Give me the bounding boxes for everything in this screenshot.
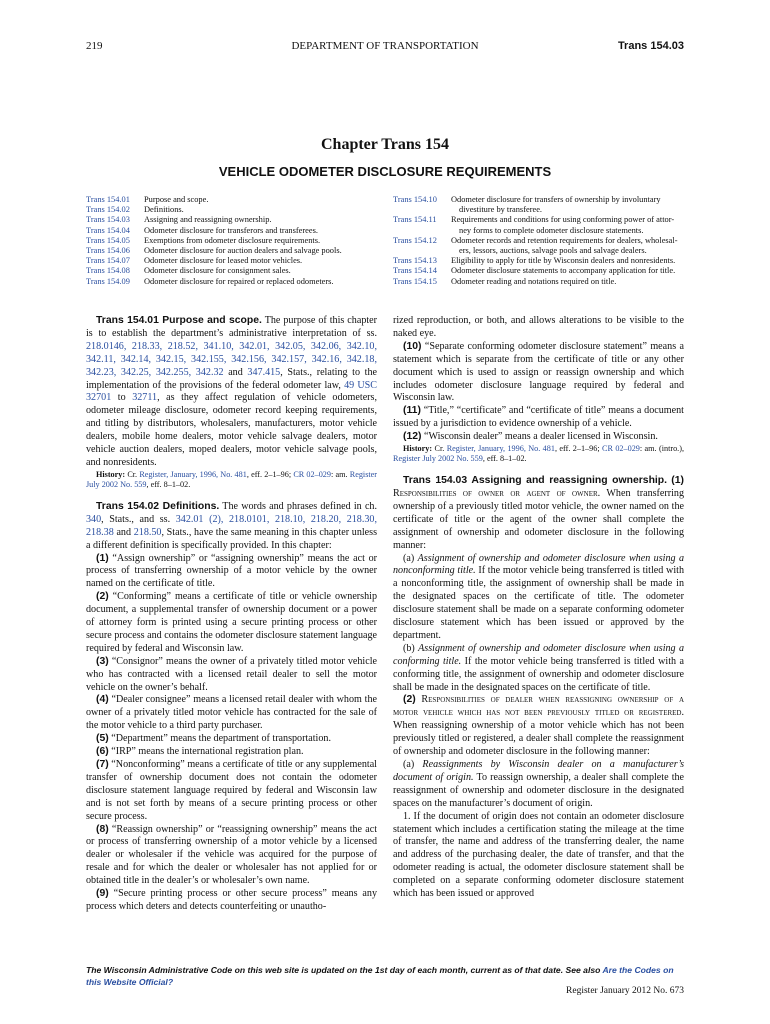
history-note: History: Cr. Register, January, 1996, No. 481, eff. 2–1–96; CR 02–029: am. Register July 2002 No. 559, eff. 8–1–02. xyxy=(86,469,378,489)
definition: (8) “Reassign ownership” or “reassigning ownership” means the act or process of transferring ownership of a motor vehicle by a licensed dealer or wholesaler if the vehicle was acquired for the purpose of resale and for which the dealer or wholesaler has not applied for or obtained title in the dealer’s or wholesaler’s own name. xyxy=(86,823,377,887)
definition: (10) “Separate conforming odometer disclosure statement” means a statement which is separate from the certificate of title or any other document which is used to assign or reassign ownership and which includes odometer disclosure language required by federal and Wisconsin law. xyxy=(393,340,684,404)
register-link[interactable]: Register, January, 1996, No. 481 xyxy=(139,469,247,479)
paragraph: (a) Assignment of ownership and odometer disclosure when using a nonconforming title. If the motor vehicle being transferred is titled with a nonconforming title, the assignment of ownership shall be made in the designated spaces on the certificate of title. The odometer disclosure statement shall be made on a separate conforming odometer disclosure statement which has been issued or approved by the department. xyxy=(393,552,684,641)
subsection: (2) Responsibilities of dealer when reassigning ownership of a motor vehicle which has not been previously titled or registered. When reassigning ownership of a motor vehicle which has not been previously titled or registered, a dealer shall complete the reassignment of ownership and odometer disclosure in the following manner: xyxy=(393,694,684,758)
definition: (6) “IRP” means the international registration plan. xyxy=(96,746,304,758)
toc-item: Trans 154.14 Odometer disclosure statements to accompany application for title. xyxy=(393,266,676,276)
statute-link[interactable]: 347.415 xyxy=(247,366,281,378)
definition: (2) “Conforming” means a certificate of title or vehicle ownership document, a supplemental transfer of ownership document or a power of attorney form is printed using a secure printing process or other secure process and contains the odometer disclosure statement language required by federal and Wisconsin law. xyxy=(86,591,377,654)
toc-link[interactable]: Trans 154.01 xyxy=(86,195,130,204)
toc-item: Trans 154.05 Exemptions from odometer disclosure requirements. xyxy=(86,235,321,245)
toc-link[interactable]: Trans 154.08 xyxy=(86,266,130,276)
statute-link[interactable]: 340 xyxy=(86,513,102,525)
definition: (3) “Consignor” means the owner of a privately titled motor vehicle who has contracted with a licensed retail dealer to sell the motor vehicle on the owner’s behalf. xyxy=(86,655,377,693)
definition: (7) “Nonconforming” means a certificate of title or any supplemental transfer of ownership document does not contain the odometer disclosure statement language required by federal and Wisconsin law and is not set forth by means of a secure printing process or other secure process. xyxy=(86,759,377,822)
paragraph: 1. If the document of origin does not contain an odometer disclosure statement which includes a certification stating the mileage at the time of transfer, the name and address of the transferring dealer, the name and address of the purchasing dealer, the date of transfer, and that the odometer reading is actual, the odometer disclosure statement shall be completed on a separate conforming odometer disclosure statement which has been issued or approved xyxy=(393,810,684,900)
register-link[interactable]: Register July 2002 No. 559 xyxy=(393,454,483,464)
toc-item: Trans 154.02 Definitions. xyxy=(86,205,184,215)
toc-item: Trans 154.15 Odometer reading and notations required on title. xyxy=(393,276,617,286)
paragraph: (b) Assignment of ownership and odometer disclosure when using a conforming title. If the motor vehicle being transferred is titled with a conforming title, the assignment of ownership and odometer disclosure shall be made in the designated spaces on the certificate of title. xyxy=(393,642,685,693)
toc-link[interactable]: Trans 154.03 xyxy=(86,215,130,225)
toc-link[interactable]: Trans 154.06 xyxy=(86,246,130,256)
definition: (11) “Title,” “certificate” and “certificate of title” means a document issued by a jurisdiction to evidence ownership of a vehicle. xyxy=(393,405,684,430)
official-codes-link[interactable]: Are the Codes on this Website Official? xyxy=(86,965,674,987)
toc-item: Trans 154.08 Odometer disclosure for consignment sales. xyxy=(86,266,291,276)
toc-link[interactable]: Trans 154.09 xyxy=(86,276,130,286)
definition: (12) “Wisconsin dealer” means a dealer licensed in Wisconsin. xyxy=(403,431,658,443)
register-link[interactable]: Register, January, 1996, No. 481 xyxy=(446,444,555,454)
cr-link[interactable]: CR 02–029 xyxy=(602,444,640,454)
cr-link[interactable]: CR 02–029 xyxy=(293,469,331,479)
toc-link[interactable]: Trans 154.04 xyxy=(86,225,130,235)
page-number: 219 xyxy=(86,40,103,52)
register-stamp: Register January 2012 No. 673 xyxy=(566,986,684,996)
toc-link[interactable]: Trans 154.13 xyxy=(393,256,437,266)
chapter-title: Chapter Trans 154 xyxy=(320,136,449,153)
usc-link[interactable]: 32711 xyxy=(132,392,158,404)
statute-link[interactable]: 218.50 xyxy=(133,526,162,538)
toc-item: Trans 154.09 Odometer disclosure for repaired or replaced odometers. xyxy=(86,276,334,286)
toc-item: Trans 154.07 Odometer disclosure for leased motor vehicles. xyxy=(86,256,303,266)
toc-link[interactable]: Trans 154.15 xyxy=(393,276,437,286)
section-154-03: Trans 154.03 Assigning and reassigning ownership. (1) Responsibilities of owner or agent of owner. When transferring ownership of a previously titled motor vehicle, the owner named on the certificate of title or the agent of the owner shall complete the assignment of ownership and odometer disclosure in the following manner: xyxy=(393,475,685,551)
left-column xyxy=(86,315,377,914)
usc-link[interactable]: 49 USC 32701 xyxy=(86,379,377,404)
toc-item: Trans 154.10 Odometer disclosure for transfers of ownership by involuntary divestiture by transferee. xyxy=(393,195,661,215)
section-154-02: Trans 154.02 Definitions. The words and phrases defined in ch. 340, Stats., and ss. 342.01 (2), 218.0101, 218.10, 218.20, 218.30, 218.38 and 218.50, Stats., have the same meaning in this chapter unless a different definition is specifically provided. In this chapter: xyxy=(86,500,378,551)
history-note: History: Cr. Register, January, 1996, No. 481, eff. 2–1–96; CR 02–029: am. (intro.), Register July 2002 No. 559, eff. 8–1–02. xyxy=(393,444,684,464)
statute-links[interactable]: 342.01 (2), 218.0101, 218.10, 218.20, 218.30, 218.38 xyxy=(86,513,377,538)
statute-links[interactable]: 218.0146, 218.33, 218.52, 341.10, 342.01, 342.05, 342.06, 342.10, 342.11, 342.14, 342.15, 342.155, 342.156, 342.157, 342.16, 342.18, 342.23, 342.25, 342.255, 342.32 xyxy=(86,340,377,378)
toc-link[interactable]: Trans 154.12 xyxy=(393,235,437,245)
definition: (5) “Department” means the department of transportation. xyxy=(96,733,331,745)
definition-continued: rized reproduction, or both, and allows alterations to be visible to the naked eye. xyxy=(393,315,684,339)
chapter-subtitle: VEHICLE ODOMETER DISCLOSURE REQUIREMENTS xyxy=(218,164,552,179)
toc-item: Trans 154.06 Odometer disclosure for auction dealers and salvage pools. xyxy=(86,246,342,256)
toc-link[interactable]: Trans 154.14 xyxy=(393,266,437,276)
toc-item: Trans 154.01 Purpose and scope. xyxy=(86,195,209,204)
toc-link[interactable]: Trans 154.10 xyxy=(393,195,437,204)
definition: (4) “Dealer consignee” means a licensed retail dealer with whom the owner of a privately titled motor vehicle has contracted for the sale of the motor vehicle to a third party purchaser. xyxy=(86,694,377,732)
toc-item: Trans 154.11 Requirements and conditions for using conforming power of attor- ney forms to complete odometer disclosure statements. xyxy=(393,215,675,235)
toc-link[interactable]: Trans 154.02 xyxy=(86,205,130,215)
toc-link[interactable]: Trans 154.07 xyxy=(86,256,130,266)
toc-item: Trans 154.03 Assigning and reassigning ownership. xyxy=(86,215,272,225)
register-link[interactable]: Register July 2002 No. 559 xyxy=(86,469,378,489)
footer-note: The Wisconsin Administrative Code on this web site is updated on the 1st day of each month, current as of that date. See also Are the Codes on this Website Official? xyxy=(86,965,674,987)
toc-left xyxy=(86,195,378,287)
paragraph: (a) Reassignments by Wisconsin dealer on a manufacturer’s document of origin. To reassign ownership, a dealer shall complete the reassignment of ownership and odometer disclosure in the designated spaces on the manufacturer’s document of origin. xyxy=(393,759,685,809)
running-header xyxy=(86,40,684,56)
department-name: DEPARTMENT OF TRANSPORTATION xyxy=(291,40,479,52)
definition: (9) “Secure printing process or other secure process” means any process which deters and detects counterfeiting or unautho- xyxy=(86,888,377,912)
toc-item: Trans 154.13 Eligibility to apply for title by Wisconsin dealers and nonresidents. xyxy=(393,256,676,266)
toc-item: Trans 154.12 Odometer records and retention requirements for dealers, wholesal- ers, lessors, auctions, salvage pools and salvage dealers. xyxy=(393,235,678,256)
toc-item: Trans 154.04 Odometer disclosure for transferors and transferees. xyxy=(86,225,318,235)
right-column xyxy=(393,315,684,901)
toc-link[interactable]: Trans 154.05 xyxy=(86,235,130,245)
section-reference: Trans 154.03 xyxy=(617,40,684,52)
definition: (1) “Assign ownership” or “assigning ownership” means the act or process of transferring ownership of a motor vehicle by the owner named on the certificate of title. xyxy=(86,552,377,590)
toc-right xyxy=(393,195,686,287)
section-154-01: Trans 154.01 Purpose and scope. The purpose of this chapter is to establish the department’s administrative interpretation of ss. 218.0146, 218.33, 218.52, 341.10, 342.01, 342.05, 342.06, 342.10, 342.11, 342.14, 342.15, 342.155, 342.156, 342.157, 342.16, 342.18, 342.23, 342.25, 342.255, 342.32 and 347.415, Stats., relating to the implementation of the provisions of the federal odometer law, 49 USC 32701 to 32711, as they affect regulation of vehicle odometers, odometer mileage disclosure, odometer record keeping requirements, and titling by distributors, wholesalers, manufacturers, motor vehicle dealers, mobile home dealers, motor vehicle salvage dealers, motor vehicle auction dealers, moped dealers, motor vehicle salvage pools, and nonresidents. xyxy=(86,315,378,468)
toc-link[interactable]: Trans 154.11 xyxy=(393,215,437,225)
